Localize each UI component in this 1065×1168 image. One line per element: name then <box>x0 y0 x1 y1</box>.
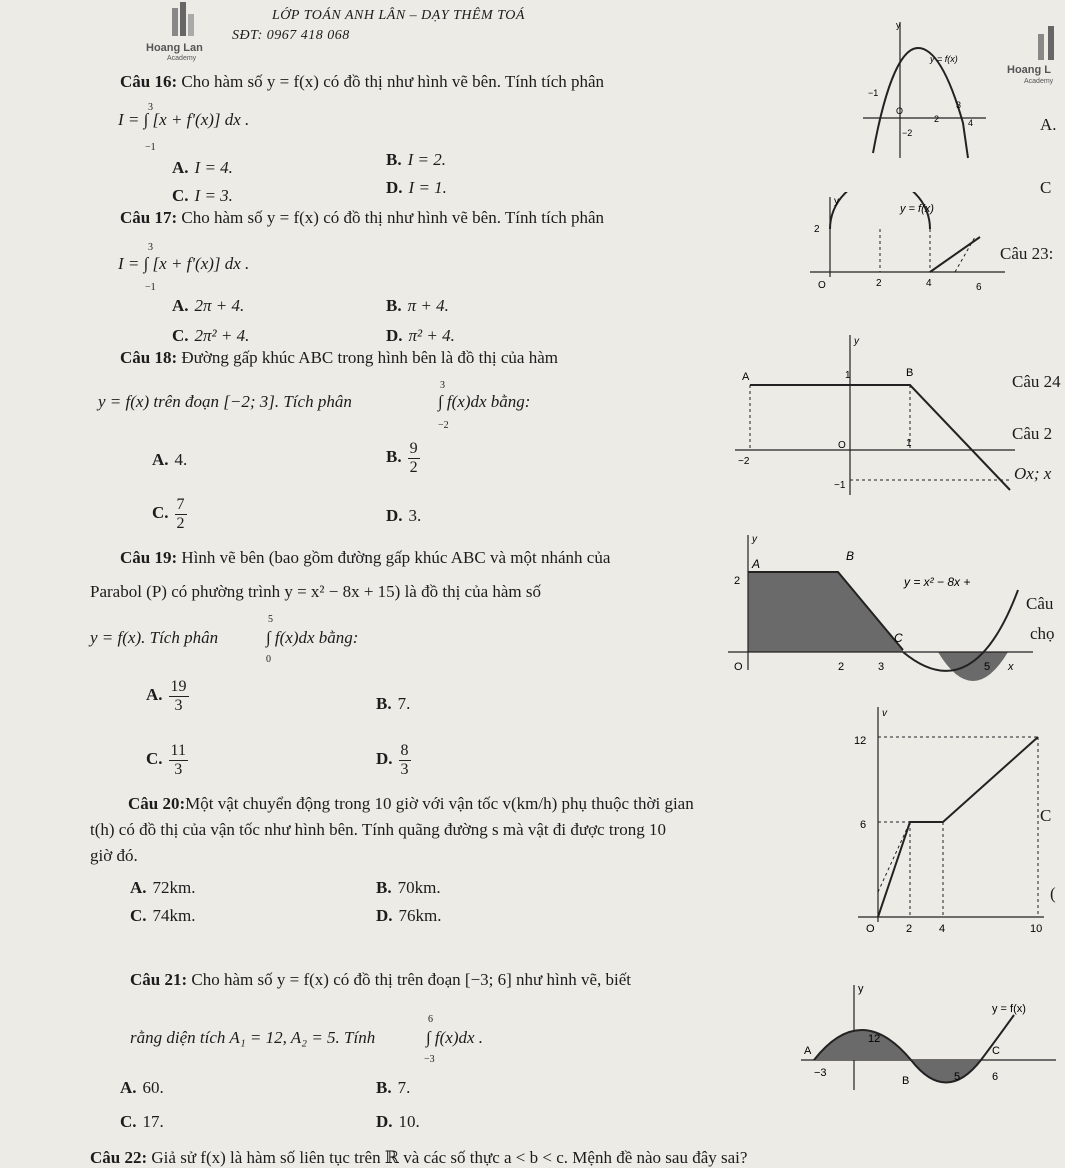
svg-text:−3: −3 <box>814 1067 827 1079</box>
q16-text: Câu 16: Cho hàm số y = f(x) có đồ thị như hình vẽ bên. Tính tích phân <box>120 72 605 91</box>
logo-left-sub: Academy <box>167 55 197 62</box>
logo-graphic-right <box>1030 22 1065 62</box>
q16-option-d[interactable]: D. I = 1. <box>386 178 447 197</box>
svg-text:12: 12 <box>854 735 867 747</box>
margin-cho: chọ <box>1030 624 1055 643</box>
q20-option-b[interactable]: B. 70km. <box>376 878 441 897</box>
svg-text:O: O <box>734 661 743 673</box>
q19-text3: y = f(x). Tích phân <box>90 628 219 647</box>
q19-text2: Parabol (P) có phường trình y = x² − 8x + 15) là đồ thị của hàm số <box>90 582 542 601</box>
svg-text:B: B <box>902 1075 910 1087</box>
margin-cau: Câu <box>1026 594 1054 613</box>
svg-text:6: 6 <box>976 282 982 293</box>
logo-graphic-left <box>150 0 210 38</box>
q18-integral: 3 −2 ∫ f(x)dx bằng: <box>438 380 531 431</box>
q17-option-d[interactable]: D. π² + 4. <box>386 326 455 345</box>
svg-text:−2: −2 <box>738 456 750 467</box>
q21-option-c[interactable]: C. 17. <box>120 1112 164 1131</box>
q21-option-b[interactable]: B. 7. <box>376 1078 411 1097</box>
svg-text:B: B <box>846 549 855 563</box>
svg-text:5: 5 <box>954 1071 961 1083</box>
q20-option-a[interactable]: A. 72km. <box>130 878 196 897</box>
svg-text:6: 6 <box>992 1071 999 1083</box>
margin-a: A. <box>1040 115 1057 134</box>
q16-option-b[interactable]: B. I = 2. <box>386 150 446 169</box>
q21-text: Câu 21: Cho hàm số y = f(x) có đồ thị trên đoạn [−3; 6] như hình vẽ, biết <box>130 970 632 989</box>
svg-text:−1: −1 <box>834 480 846 491</box>
logo-right-sub: Academy <box>1024 78 1054 85</box>
q19-text: Câu 19: Hình vẽ bên (bao gồm đường gấp khúc ABC và một nhánh của <box>120 548 611 567</box>
q16-curve <box>873 48 968 158</box>
q17-option-a[interactable]: A. 2π + 4. <box>172 296 245 315</box>
q21-integral: 6 −3 ∫ f(x)dx . <box>424 1014 484 1065</box>
svg-text:10: 10 <box>1030 923 1043 935</box>
svg-text:2: 2 <box>906 923 913 935</box>
q17-integral: 3 −1 I = ∫ [x + f'(x)] dx . <box>118 242 250 293</box>
q16-label-func: y = f(x) <box>930 54 958 64</box>
margin-cau2: Câu 2 <box>1012 424 1053 443</box>
q16-label-y: y <box>896 20 901 30</box>
margin-cau23: Câu 23: <box>1000 244 1054 263</box>
q17-option-b[interactable]: B. π + 4. <box>386 296 449 315</box>
q19-option-c[interactable]: C. $\frac{11}{3}$ <box>146 742 186 778</box>
q21-graph <box>796 980 1060 1095</box>
margin-cau24: Câu 24 <box>1012 372 1061 391</box>
q22-text: Câu 22: Giả sử f(x) là hàm số liên tục trên ℝ và các số thực a < b < c. Mệnh đề nào sau đây sai? <box>90 1148 748 1167</box>
q16-tick-2: 2 <box>934 114 940 124</box>
svg-text:12: 12 <box>868 1033 881 1045</box>
svg-text:5: 5 <box>984 661 991 673</box>
svg-text:1: 1 <box>906 438 912 449</box>
q18-option-a[interactable]: A. 4. <box>152 450 188 469</box>
q17-graph <box>800 192 1010 302</box>
q19-graph <box>718 530 1038 705</box>
svg-text:O: O <box>866 923 875 935</box>
svg-text:4: 4 <box>939 923 946 935</box>
svg-text:A: A <box>742 371 750 383</box>
logo-right: Hoang L <box>1007 64 1051 76</box>
q21-option-d[interactable]: D. 10. <box>376 1112 420 1131</box>
svg-text:y = f(x): y = f(x) <box>900 203 934 215</box>
q19-integral: 5 0 ∫ f(x)dx bằng: <box>266 614 359 665</box>
q18-polyline <box>750 385 1010 490</box>
svg-text:y = f(x): y = f(x) <box>992 1003 1026 1015</box>
q17-text: Câu 17: Cho hàm số y = f(x) có đồ thị như hình vẽ bên. Tính tích phân <box>120 208 605 227</box>
q16-option-a[interactable]: A. I = 4. <box>172 158 233 177</box>
margin-c2: C <box>1040 806 1052 825</box>
svg-text:6: 6 <box>860 819 867 831</box>
svg-text:2: 2 <box>838 661 845 673</box>
q18-graph <box>730 330 1020 510</box>
svg-text:2: 2 <box>814 224 820 235</box>
q21-option-a[interactable]: A. 60. <box>120 1078 164 1097</box>
svg-text:2: 2 <box>876 278 882 289</box>
q21-text2: rằng diện tích A₁ = 12, A₂ = 5. Tính <box>130 1028 376 1047</box>
svg-text:A: A <box>752 557 761 571</box>
svg-text:1: 1 <box>845 370 851 381</box>
logo-left: Hoang Lan <box>146 42 203 54</box>
svg-text:y = x² − 8x +: y = x² − 8x + <box>904 575 971 589</box>
q16-tick-1: O <box>896 106 904 116</box>
q16-integral: 3 −1 I = ∫ [x + f'(x)] dx . <box>118 102 250 153</box>
q19-shaded-polygon <box>748 572 903 652</box>
q19-option-b[interactable]: B. 7. <box>376 694 411 713</box>
svg-text:x: x <box>1008 661 1014 673</box>
svg-text:3: 3 <box>878 661 885 673</box>
svg-text:C: C <box>894 631 903 645</box>
svg-text:2: 2 <box>734 575 741 587</box>
svg-text:v: v <box>882 708 887 719</box>
svg-text:y: y <box>858 983 864 995</box>
q20-option-c[interactable]: C. 74km. <box>130 906 196 925</box>
q17-option-c[interactable]: C. 2π² + 4. <box>172 326 250 345</box>
q20-polyline <box>878 737 1038 917</box>
svg-text:O: O <box>838 440 846 451</box>
margin-paren: ( <box>1050 884 1056 903</box>
q16-tick-3: 3 <box>956 100 962 110</box>
svg-text:B: B <box>906 367 914 379</box>
q16-tick-5: −2 <box>902 128 913 138</box>
q20-graph <box>848 702 1048 940</box>
svg-text:y: y <box>834 196 839 207</box>
q16-tick-0: −1 <box>868 88 879 98</box>
q16-option-c[interactable]: C. I = 3. <box>172 186 233 205</box>
margin-c1: C <box>1040 178 1052 197</box>
svg-text:O: O <box>818 280 826 291</box>
svg-text:A: A <box>804 1045 812 1057</box>
q16-tick-4: 4 <box>968 118 974 128</box>
q19-option-d[interactable]: D. $\frac{8}{3}$ <box>376 742 409 778</box>
q20-option-d[interactable]: D. 76km. <box>376 906 442 925</box>
q16-graph <box>858 18 988 168</box>
q19-shaded-parabola <box>903 652 1008 681</box>
q18-option-d[interactable]: D. 3. <box>386 506 422 525</box>
svg-text:y: y <box>752 534 757 545</box>
svg-text:y: y <box>854 336 859 347</box>
q20-text2: t(h) có đồ thị của vận tốc như hình bên. Tính quãng đường s mà vật đi được trong 10 <box>90 820 666 839</box>
q20-text3: giờ đó. <box>90 846 138 865</box>
q18-option-b[interactable]: B. $\frac{9}{2}$ <box>386 440 418 476</box>
header-phone: SĐT: 0967 418 068 <box>232 28 350 43</box>
q18-text: Câu 18: Đường gấp khúc ABC trong hình bên là đồ thị của hàm <box>120 348 558 367</box>
q18-text2: y = f(x) trên đoạn [−2; 3]. Tích phân <box>98 392 352 411</box>
svg-text:C: C <box>992 1045 1000 1057</box>
header-title: LỚP TOÁN ANH LÂN – DẠY THÊM TOÁ <box>272 8 525 23</box>
margin-oxx: Ox; x <box>1014 464 1052 483</box>
q18-option-c[interactable]: C. $\frac{7}{2}$ <box>152 496 185 532</box>
q20-text: Câu 20:Một vật chuyển động trong 10 giờ với vận tốc v(km/h) phụ thuộc thời gian <box>128 794 694 813</box>
svg-text:4: 4 <box>926 278 932 289</box>
q19-option-a[interactable]: A. $\frac{19}{3}$ <box>146 678 187 714</box>
